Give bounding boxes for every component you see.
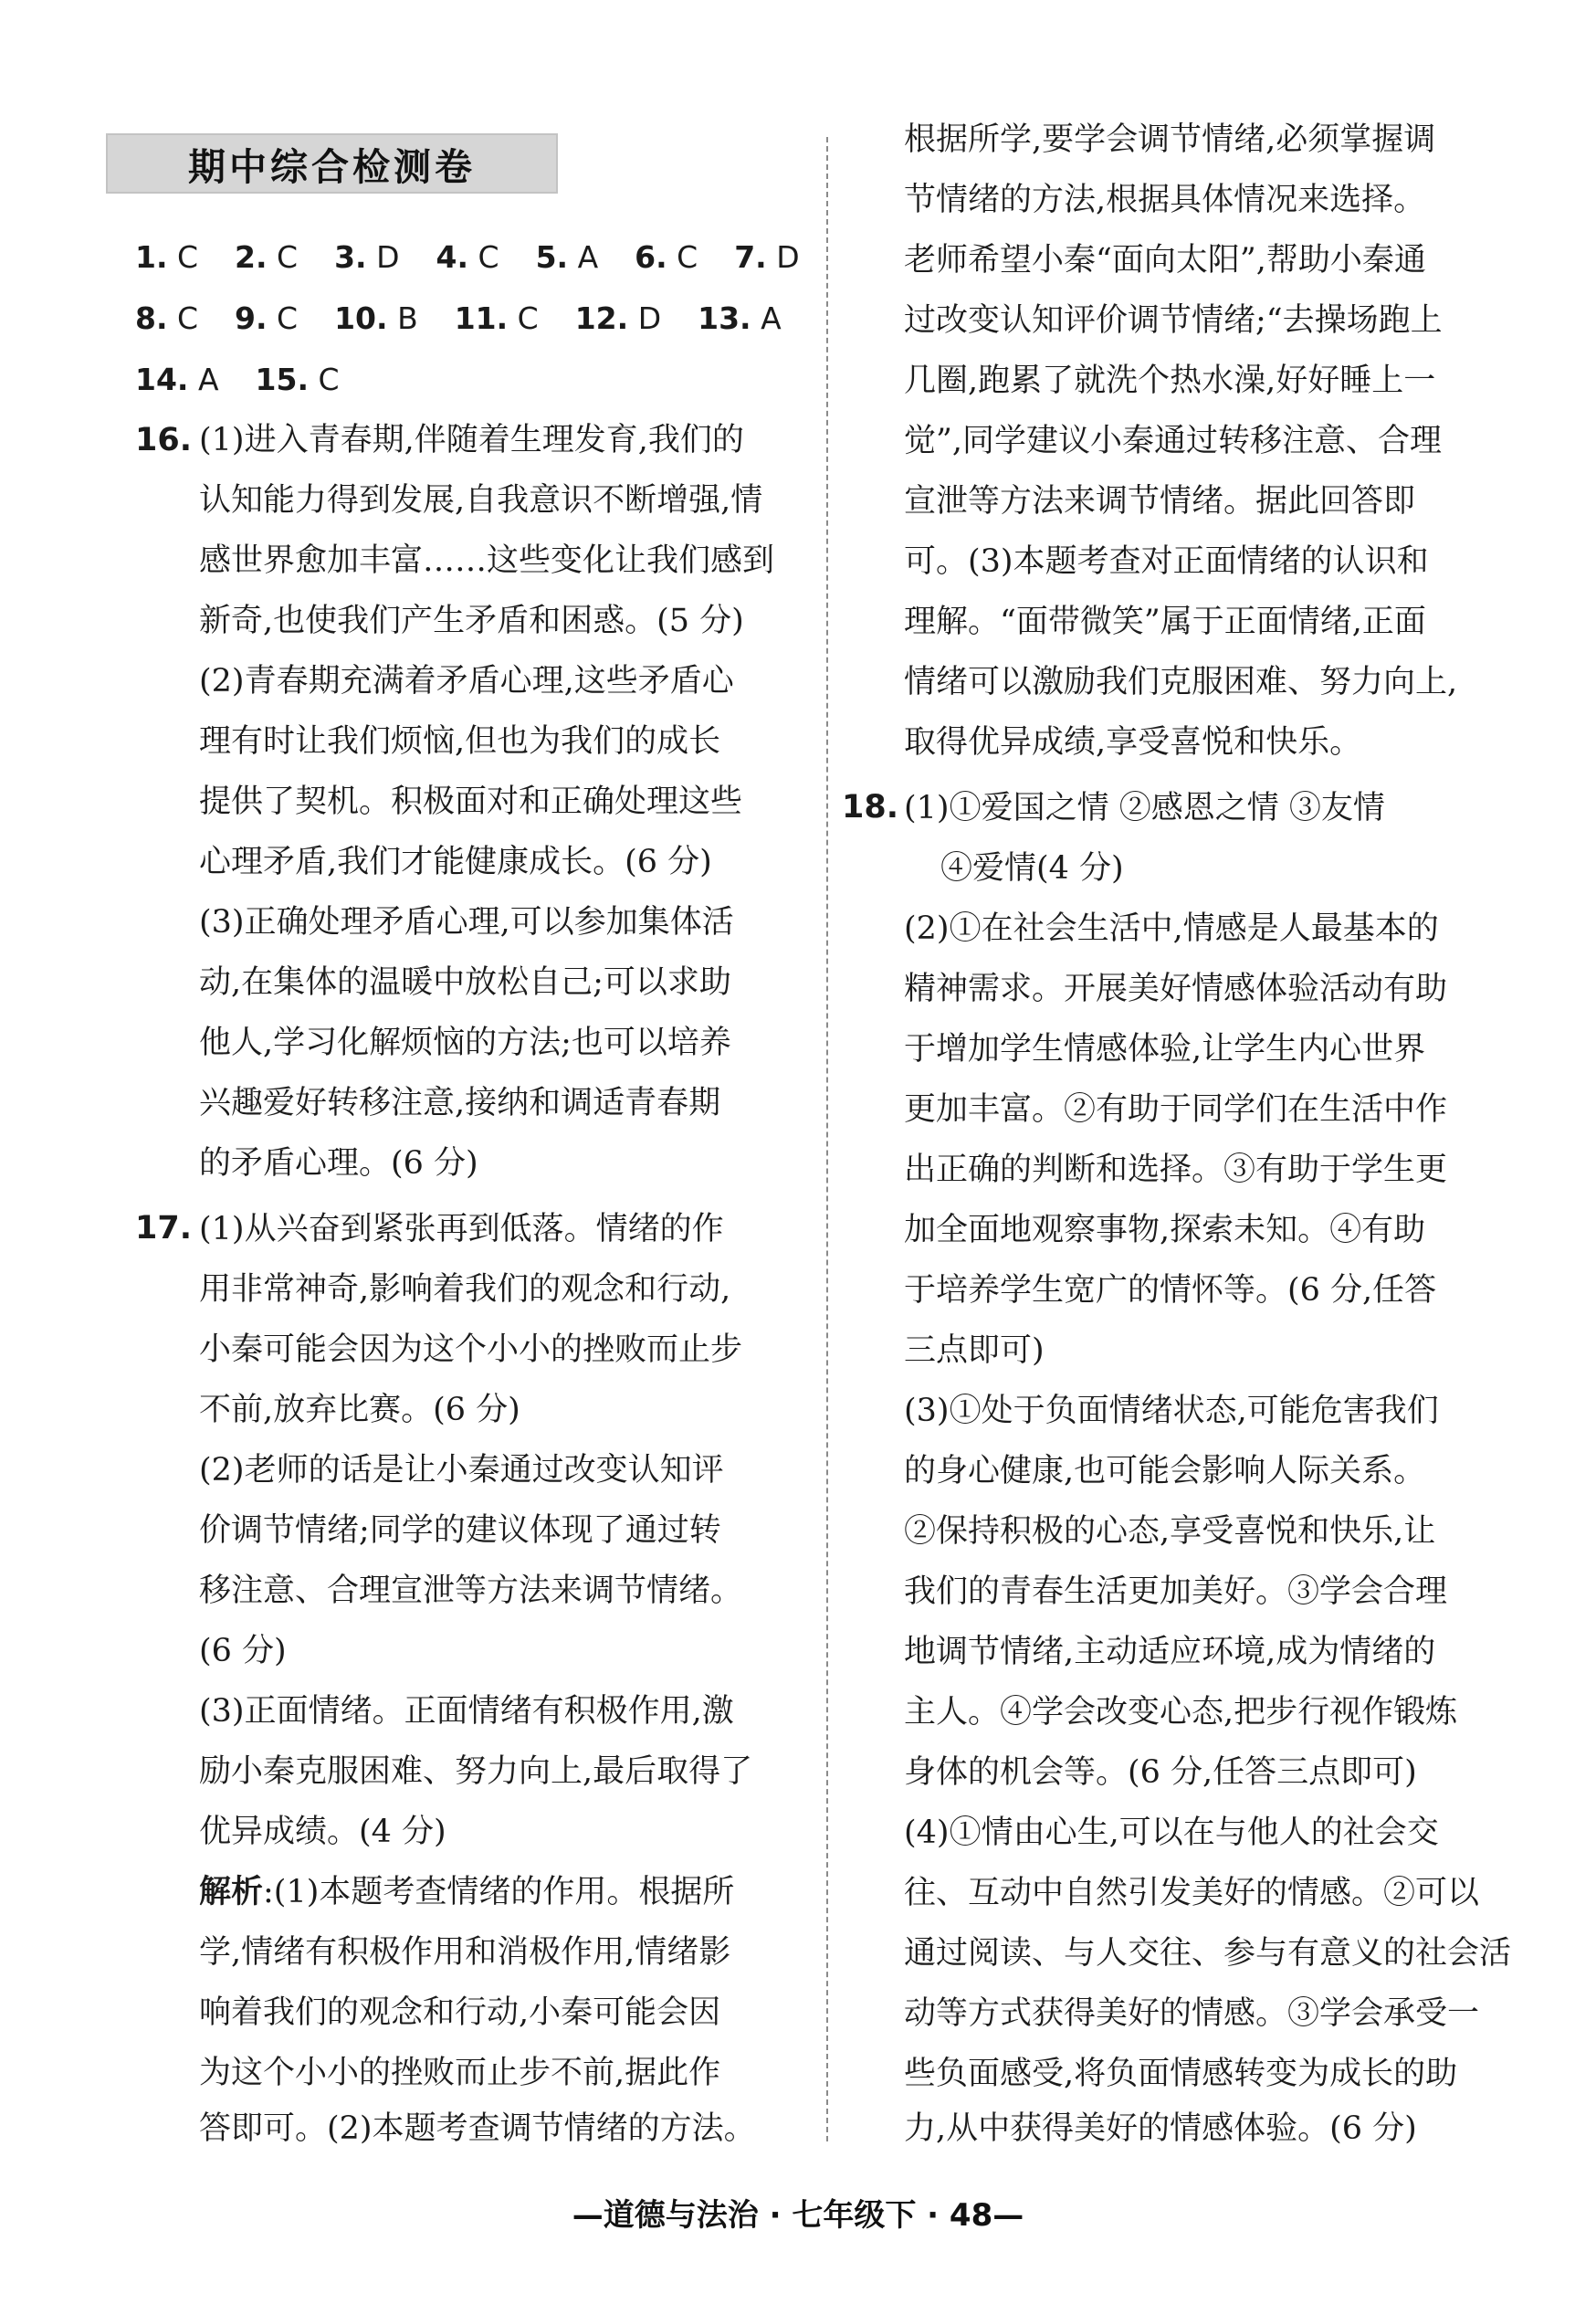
analysis-line: 理解。“面带微笑”属于正面情绪,正面 (904, 604, 1426, 640)
answer-line: 心理矛盾,我们才能健康成长。(6 分) (199, 844, 712, 880)
answer-line: (1)从兴奋到紧张再到低落。情绪的作 (199, 1211, 724, 1247)
mc-row-2 (135, 300, 818, 336)
mc-answer: 7. D (734, 239, 800, 275)
mc-answer: 12. D (574, 300, 662, 336)
analysis-line: 答即可。(2)本题考查调节情绪的方法。 (199, 2110, 756, 2147)
answer-line: 主人。④学会改变心态,把步行视作锻炼 (904, 1694, 1458, 1731)
answer-line: 不前,放弃比赛。(6 分) (199, 1392, 520, 1428)
answer-line: 通过阅读、与人交往、参与有意义的社会活 (904, 1935, 1512, 1972)
answer-line: 认知能力得到发展,自我意识不断增强,情 (199, 482, 763, 519)
question-number-16: 16. (135, 422, 193, 458)
mc-answer: 4. C (436, 239, 499, 275)
answer-line: (1)①爱国之情 ②感恩之情 ③友情 (904, 790, 1385, 826)
analysis-line: 根据所学,要学会调节情绪,必须掌握调 (904, 121, 1436, 158)
answer-line: ④爱情(4 分) (940, 850, 1124, 887)
analysis-line: 觉”,同学建议小秦通过转移注意、合理 (904, 423, 1443, 459)
analysis-line: 响着我们的观念和行动,小秦可能会因 (199, 1994, 721, 2031)
answer-line: 小秦可能会因为这个小小的挫败而止步 (199, 1331, 743, 1368)
mc-row-3 (135, 362, 376, 397)
mc-answer: 10. B (334, 300, 418, 336)
answer-line: (3)正确处理矛盾心理,可以参加集体活 (199, 904, 734, 941)
answer-line: 励小秦克服困难、努力向上,最后取得了 (199, 1753, 753, 1790)
answer-line: 动,在集体的温暖中放松自己;可以求助 (199, 964, 731, 1001)
mc-answer: 13. A (698, 300, 782, 336)
answer-line: 我们的青春生活更加美好。③学会合理 (904, 1573, 1448, 1610)
answer-line: 三点即可) (904, 1332, 1045, 1369)
mc-answer: 11. C (454, 300, 539, 336)
analysis-label: 解析 (199, 1873, 264, 1910)
mc-answer: 2. C (235, 239, 299, 275)
answer-line: 动等方式获得美好的情感。③学会承受一 (904, 1995, 1480, 2032)
answer-line: 价调节情绪;同学的建议体现了通过转 (199, 1512, 721, 1549)
answer-line: 出正确的判断和选择。③有助于学生更 (904, 1152, 1448, 1188)
answer-line: 于增加学生情感体验,让学生内心世界 (904, 1031, 1426, 1068)
answer-line: 往、互动中自然引发美好的情感。②可以 (904, 1875, 1480, 1911)
page-footer: —道德与法治 · 七年级下 · 48— (572, 2197, 1024, 2234)
analysis-line: 为这个小小的挫败而止步不前,据此作 (199, 2055, 721, 2091)
answer-line: 感世界愈加丰富……这些变化让我们感到 (199, 542, 775, 579)
mc-answer: 5. A (535, 239, 599, 275)
answer-line: 力,从中获得美好的情感体验。(6 分) (904, 2110, 1417, 2147)
question-number-18: 18. (842, 789, 899, 826)
answer-line: 用非常神奇,影响着我们的观念和行动, (199, 1271, 731, 1308)
analysis-line: 情绪可以激励我们克服困难、努力向上, (904, 664, 1458, 700)
answer-line: 优异成绩。(4 分) (199, 1814, 446, 1850)
answer-line: (2)青春期充满着矛盾心理,这些矛盾心 (199, 663, 734, 700)
answer-line: 理有时让我们烦恼,但也为我们的成长 (199, 723, 721, 760)
answer-line: 的身心健康,也可能会影响人际关系。 (904, 1453, 1426, 1489)
answer-line: (1)进入青春期,伴随着生理发育,我们的 (199, 422, 744, 458)
answer-line: 他人,学习化解烦恼的方法;也可以培养 (199, 1025, 731, 1061)
answer-line: 新奇,也使我们产生矛盾和困惑。(5 分) (199, 603, 744, 639)
mc-answer: 3. D (334, 239, 400, 275)
answer-line: 身体的机会等。(6 分,任答三点即可) (904, 1754, 1417, 1791)
answer-line: 些负面感受,将负面情感转变为成长的助 (904, 2056, 1458, 2092)
analysis-line: 节情绪的方法,根据具体情况来选择。 (904, 182, 1426, 218)
answer-line: (2)老师的话是让小秦通过改变认知评 (199, 1452, 724, 1489)
mc-answer: 14. A (135, 362, 219, 397)
answer-line: (4)①情由心生,可以在与他人的社会交 (904, 1815, 1439, 1851)
answer-line: 更加丰富。②有助于同学们在生活中作 (904, 1091, 1448, 1128)
answer-line: (6 分) (199, 1633, 287, 1669)
answer-line: (2)①在社会生活中,情感是人最基本的 (904, 910, 1439, 947)
question-number-17: 17. (135, 1210, 193, 1247)
analysis-line: 几圈,跑累了就洗个热水澡,好好睡上一 (904, 363, 1436, 399)
answer-line: 地调节情绪,主动适应环境,成为情绪的 (904, 1634, 1436, 1670)
analysis-line: 取得优异成绩,享受喜悦和快乐。 (904, 724, 1362, 761)
mc-answer: 1. C (135, 239, 199, 275)
mc-answer: 8. C (135, 300, 199, 336)
mc-answer: 15. C (255, 362, 340, 397)
analysis-line: 过改变认知评价调节情绪;“去操场跑上 (904, 302, 1443, 339)
answer-line: ②保持积极的心态,享受喜悦和快乐,让 (904, 1513, 1436, 1550)
answer-line: 加全面地观察事物,探索未知。④有助 (904, 1212, 1426, 1248)
analysis-line: 学,情绪有积极作用和消极作用,情绪影 (199, 1934, 731, 1971)
mc-answer: 6. C (635, 239, 698, 275)
answer-line: 的矛盾心理。(6 分) (199, 1145, 478, 1182)
analysis-line: 宣泄等方法来调节情绪。据此回答即 (904, 483, 1416, 520)
mc-row-1 (135, 239, 836, 275)
column-divider (826, 137, 828, 2141)
answer-line: 精神需求。开展美好情感体验活动有助 (904, 971, 1448, 1007)
answer-line: 于培养学生宽广的情怀等。(6 分,任答 (904, 1272, 1437, 1309)
section-title: 期中综合检测卷 (188, 144, 476, 189)
answer-line: 提供了契机。积极面对和正确处理这些 (199, 784, 743, 820)
section-title-box (106, 133, 558, 194)
analysis-line: 老师希望小秦“面向太阳”,帮助小秦通 (904, 242, 1426, 279)
mc-answer: 9. C (235, 300, 299, 336)
answer-line: 兴趣爱好转移注意,接纳和调适青春期 (199, 1085, 721, 1121)
answer-line: (3)正面情绪。正面情绪有积极作用,激 (199, 1693, 734, 1730)
analysis-line: 可。(3)本题考查对正面情绪的认识和 (904, 543, 1429, 580)
analysis-line: 解析:(1)本题考查情绪的作用。根据所 (199, 1873, 735, 1910)
answer-line: (3)①处于负面情绪状态,可能危害我们 (904, 1393, 1439, 1429)
answer-line: 移注意、合理宣泄等方法来调节情绪。 (199, 1573, 743, 1609)
